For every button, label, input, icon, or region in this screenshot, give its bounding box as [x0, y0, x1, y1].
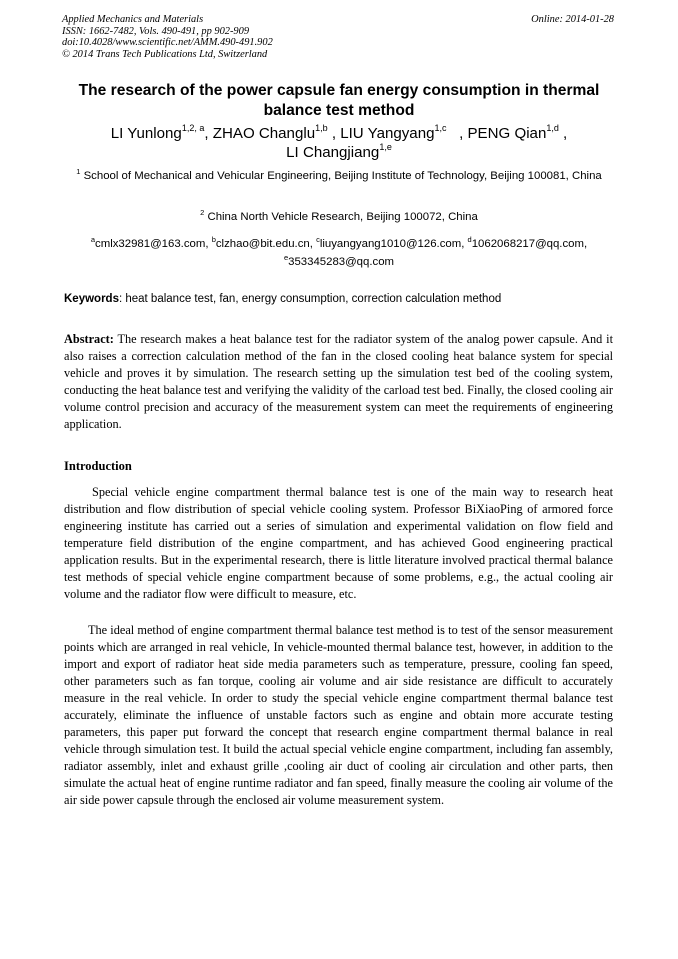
- copyright-line: © 2014 Trans Tech Publications Ltd, Switzerland: [62, 48, 268, 60]
- abstract: [64, 331, 613, 433]
- affiliation-text: School of Mechanical and Vehicular Engineering, Beijing Institute of Technology, Beijing 100081, China: [83, 170, 602, 182]
- affiliation-mark: 2: [200, 208, 205, 217]
- online-date: Online: 2014-01-28: [531, 14, 614, 25]
- email-address: clzhao@bit.edu.cn,: [215, 238, 317, 250]
- author-affiliation-mark: 1,c: [434, 123, 447, 133]
- author-affiliation-mark: 1,2, a: [181, 123, 205, 133]
- email-address: 353345283@qq.com: [288, 255, 395, 268]
- keywords-label: Keywords: [64, 293, 119, 305]
- journal-header: [62, 14, 614, 60]
- author-name: LIU Yangyang: [340, 125, 435, 142]
- author-name: PENG Qian: [467, 125, 547, 142]
- author-affiliation-mark: 1,e: [379, 142, 392, 152]
- email-address: 1062068217@qq.com,: [471, 238, 588, 250]
- author-list: [60, 124, 618, 162]
- affiliation-1: [60, 168, 618, 186]
- keywords-text: : heat balance test, fan, energy consumption, correction calculation method: [118, 293, 502, 305]
- abstract-label: Abstract:: [64, 332, 114, 346]
- email-list: [60, 236, 618, 271]
- email-mark: e: [283, 252, 289, 262]
- journal-name: Applied Mechanics and Materials: [62, 14, 204, 25]
- abstract-text: The research makes a heat balance test for the radiator system of the analog power capsule. And it also raises a correction calculation method of the fan in the closed cooling heat balance system for special vehicle and proves it by simulation. The research setting up the simulation test bed of the cooling system, conducting the heat balance test and verifying the validity of the carload test bed. Finally, the closed cooling air volume control precision and accuracy of the measurement system can meet the requirements of engineering application.: [64, 332, 613, 431]
- author-separator: ,: [327, 125, 341, 142]
- intro-paragraph-2: The ideal method of engine compartment thermal balance test method is to test of the sensor measurement points which are arranged in real vehicle, In vehicle-mounted thermal balance test, however, in addition to the import and export of radiator heat side media parameters such as temperature, pressure, cooling fan speed, other parameters such as fan torque, cooling air volume and air side resistance are difficult to accurately measure in the real vehicle. In order to study the special vehicle engine compartment thermal balance test accurately, eliminate the influence of unstable factors such as engine and obtain more accurate testing parameters, this paper put forward the concept that research engine compartment thermal balance in real vehicle through simulation test. It build the actual special vehicle engine compartment, including fan assembly, radiator assembly, inlet and exhaust grille ,cooling air duct of cooling air circulation and other parts, then simulate the actual heat of engine runtime radiator and fan speed, finally measure the cooling air volume of the air side power capsule through the enclosed air volume measurement system.: [64, 623, 613, 807]
- intro-paragraph-1: Special vehicle engine compartment thermal balance test is one of the main way to research heat distribution and flow distribution of special vehicle cooling system. Professor BiXiaoPing of armored force engineering institute has carried out a series of simulation and experimental validation on flow field and temperature field distribution of the engine compartment, and has achieved Good engineering practical application results. But in the experimental research, there is little literature involved practical thermal balance test methods of special vehicle engine compartment because of some problems, e.g., the actual cooling air volume and the radiator flow were difficult to measure, etc.: [64, 485, 613, 601]
- issn-line: ISSN: 1662-7482, Vols. 490-491, pp 902-909: [62, 25, 250, 37]
- affiliation-mark: 1: [76, 167, 81, 176]
- author-separator: ,: [558, 125, 568, 142]
- email-mark: b: [211, 235, 216, 244]
- keywords: [64, 292, 616, 307]
- email-address: cmlx32981@163.com,: [95, 238, 212, 250]
- author-name: LI Changjiang: [286, 144, 380, 161]
- doi-line: doi:10.4028/www.scientific.net/AMM.490-491.902: [62, 37, 273, 48]
- email-mark: d: [467, 235, 472, 244]
- author-separator: ,: [446, 125, 468, 142]
- affiliation-text: China North Vehicle Research, Beijing 100072, China: [207, 211, 478, 223]
- author-name: LI Yunlong: [110, 125, 182, 142]
- affiliation-2: [60, 209, 618, 227]
- author-affiliation-mark: 1,b: [315, 123, 328, 133]
- email-mark: c: [316, 235, 320, 244]
- paper-title: The research of the power capsule fan energy consumption in thermal balance test method: [78, 82, 600, 119]
- author-separator: ,: [204, 125, 213, 142]
- email-mark: a: [90, 235, 96, 244]
- author-affiliation-mark: 1,d: [546, 123, 559, 133]
- author-name: ZHAO Changlu: [212, 125, 316, 142]
- section-heading-introduction: Introduction: [64, 459, 132, 473]
- email-address: liuyangyang1010@126.com,: [319, 238, 468, 250]
